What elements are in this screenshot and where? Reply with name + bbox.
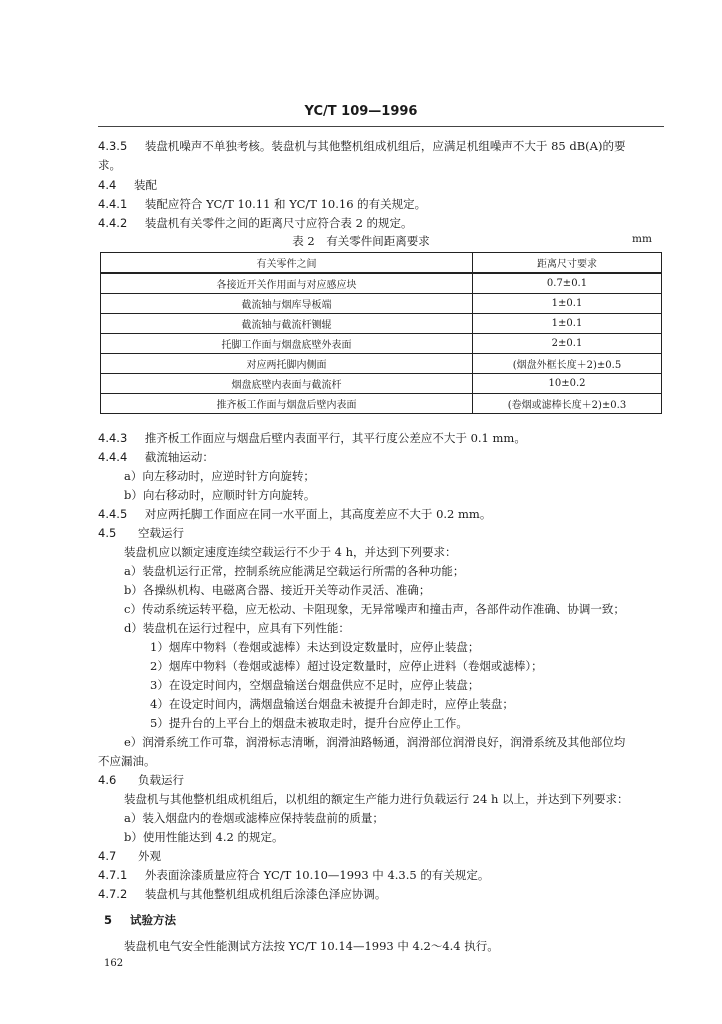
list-item: a）向左移动时，应逆时针方向旋转； (124, 469, 315, 483)
clause-4-4-2 (98, 215, 413, 231)
table-row (101, 334, 662, 354)
table-row (101, 354, 662, 374)
table-row (101, 273, 662, 294)
table-unit: mm (632, 233, 652, 245)
table-cell: 截流轴与烟库导板端 (101, 294, 473, 314)
clause-number: 4.4.3 (98, 431, 128, 445)
column-header-requirement: 距离尺寸要求 (473, 253, 662, 274)
section-4-5-heading (98, 525, 184, 541)
column-header-parts: 有关零件之间 (101, 253, 473, 274)
clause-text: 推齐板工作面应与烟盘后壁内表面平行，其平行度公差应不大于 0.1 mm。 (144, 431, 526, 445)
section-5-heading (104, 912, 176, 928)
sub-list-item: 2）烟库中物料（卷烟或滤棒）超过设定数量时，应停止进料（卷烟或滤棒）； (150, 659, 543, 673)
table-cell: 2±0.1 (473, 334, 662, 354)
clause-text: 试验方法 (130, 913, 177, 927)
clause-number: 4.4.1 (98, 197, 128, 211)
table-cell: 1±0.1 (473, 314, 662, 334)
table-cell: 1±0.1 (473, 294, 662, 314)
list-item: b）使用性能达到 4.2 的规定。 (124, 830, 284, 844)
sub-list-item: 3）在设定时间内，空烟盘输送台烟盘供应不足时，应停止装盘； (150, 678, 480, 692)
clause-number: 4.7 (98, 849, 117, 863)
clause-text: 对应两托脚工作面应在同一水平面上，其高度差应不大于 0.2 mm。 (144, 507, 492, 521)
list-item: b）各操纵机构、电磁离合器、接近开关等动作灵活、准确； (124, 583, 431, 597)
clause-text: 装盘机噪声不单独考核。装盘机与其他整机组成机组后，应满足机组噪声不大于 85 dB(A)的要 (144, 139, 626, 153)
section-4-7-heading (98, 848, 161, 864)
clause-number: 4.3.5 (98, 139, 128, 153)
sub-list-item: 1）烟库中物料（卷烟或滤棒）未达到设定数量时，应停止装盘； (150, 640, 480, 654)
clause-text: 装配应符合 YC/T 10.11 和 YC/T 10.16 的有关规定。 (144, 197, 427, 211)
clause-text: 负载运行 (137, 773, 184, 787)
clause-number: 4.4.2 (98, 216, 128, 230)
table-cell: 对应两托脚内侧面 (101, 354, 473, 374)
clause-number: 4.4 (98, 178, 117, 192)
table-cell: 10±0.2 (473, 374, 662, 394)
table-cell: (卷烟或滤棒长度＋2)±0.3 (473, 394, 662, 414)
table-cell: 0.7±0.1 (473, 273, 662, 294)
clause-number: 4.4.5 (98, 507, 128, 521)
clause-text: 装盘机与其他整机组成机组后涂漆色泽应协调。 (144, 887, 387, 901)
clause-text: 外表面涂漆质量应符合 YC/T 10.10—1993 中 4.3.5 的有关规定。 (144, 868, 490, 882)
section-4-6-heading (98, 772, 184, 788)
page-number: 162 (104, 958, 124, 969)
table-cell: 烟盘底壁内表面与截流杆 (101, 374, 473, 394)
sub-list-item: 5）提升台的上平台上的烟盘未被取走时，提升台应停止工作。 (150, 716, 468, 730)
clause-4-3-5 (98, 138, 625, 154)
table-row (101, 374, 662, 394)
paragraph: 装盘机电气安全性能测试方法按 YC/T 10.14—1993 中 4.2～4.4 执行。 (124, 939, 499, 953)
table-row (101, 394, 662, 414)
clause-4-4-4 (98, 449, 214, 465)
table-header-row (101, 253, 662, 274)
table-caption: 表 2 有关零件间距离要求 (292, 234, 430, 248)
sub-list-item: 4）在设定时间内，满烟盘输送台烟盘未被提升台卸走时，应停止装盘； (150, 697, 514, 711)
clause-text: 装盘机有关零件之间的距离尺寸应符合表 2 的规定。 (144, 216, 413, 230)
clause-number: 4.7.2 (98, 887, 128, 901)
clause-4-4-3 (98, 430, 526, 446)
list-item: e）润滑系统工作可靠，润滑标志清晰，润滑油路畅通，润滑部位润滑良好，润滑系统及其他部位均 (124, 735, 626, 749)
clause-number: 4.6 (98, 773, 117, 787)
paragraph: 装盘机与其他整机组成机组后，以机组的额定生产能力进行负载运行 24 h 以上，并达到下列要求： (124, 792, 629, 806)
list-item: a）装盘机运行正常，控制系统应能满足空载运行所需的各种功能； (124, 564, 465, 578)
table-cell: 各接近开关作用面与对应感应块 (101, 273, 473, 294)
list-item: d）装盘机在运行过程中，应具有下列性能： (124, 621, 350, 635)
clause-text: 求。 (98, 158, 121, 172)
clause-4-7-1 (98, 867, 489, 883)
paragraph: 装盘机应以额定速度连续空载运行不少于 4 h，并达到下列要求： (124, 545, 457, 559)
table-row (101, 294, 662, 314)
clause-4-4-5 (98, 506, 491, 522)
list-item-continuation: 不应漏油。 (98, 754, 156, 768)
table-cell: 截流轴与截流杆铡辊 (101, 314, 473, 334)
clause-continuation (98, 157, 121, 173)
table-cell: (烟盘外框长度＋2)±0.5 (473, 354, 662, 374)
clause-text: 装配 (133, 178, 157, 192)
clause-number: 5 (104, 913, 113, 927)
clause-text: 截流轴运动： (144, 450, 214, 464)
clause-text: 外观 (137, 849, 161, 863)
table-cell: 推齐板工作面与烟盘后壁内表面 (101, 394, 473, 414)
clause-number: 4.5 (98, 526, 117, 540)
list-item: b）向右移动时，应顺时针方向旋转。 (124, 488, 316, 502)
page-header: YC/T 109—1996 (304, 104, 418, 119)
clause-number: 4.7.1 (98, 868, 128, 882)
list-item: a）装入烟盘内的卷烟或滤棒应保持装盘前的质量； (124, 811, 384, 825)
list-item: c）传动系统运转平稳，应无松动、卡阻现象，无异常噪声和撞击声，各部件动作准确、协调一致； (124, 602, 625, 616)
table-cell: 托脚工作面与烟盘底壁外表面 (101, 334, 473, 354)
clause-number: 4.4.4 (98, 450, 128, 464)
distance-requirements-table (100, 252, 662, 414)
table-row (101, 314, 662, 334)
clause-4-7-2 (98, 886, 386, 902)
clause-text: 空载运行 (137, 526, 184, 540)
header-rule (98, 126, 664, 127)
clause-4-4-1 (98, 196, 426, 212)
section-4-4-heading (98, 177, 157, 193)
